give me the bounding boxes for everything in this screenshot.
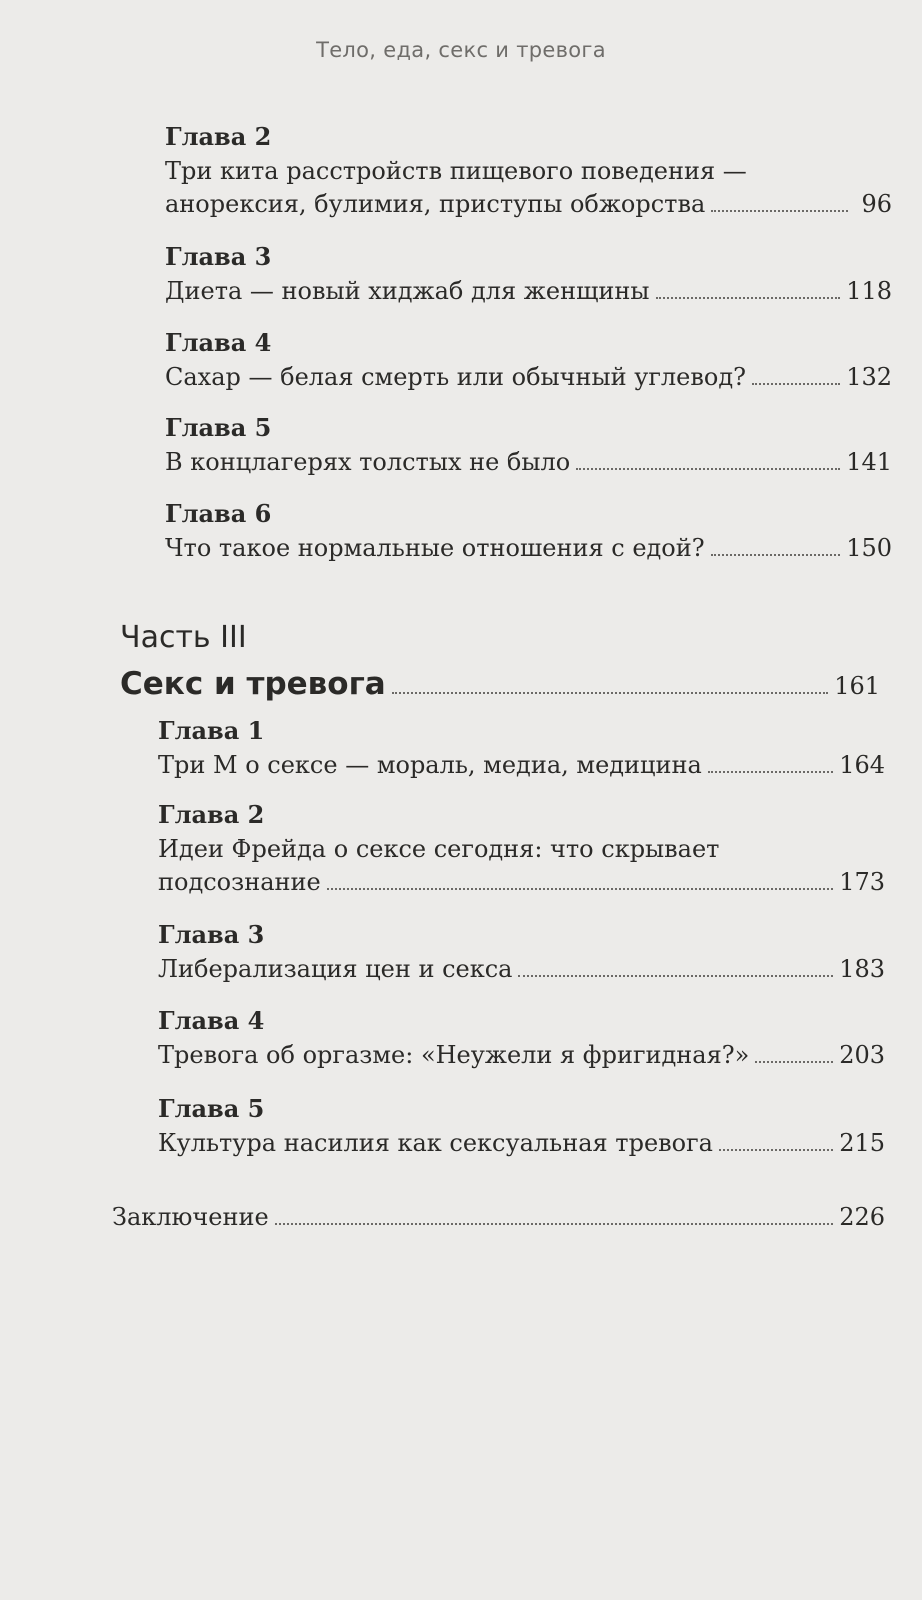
toc-entry-ch5[interactable] xyxy=(165,413,892,476)
toc-entry-conclusion[interactable] xyxy=(112,1198,885,1231)
dot-leader xyxy=(719,1148,833,1151)
toc-entry-p3-ch5[interactable] xyxy=(158,1094,885,1157)
dot-leader xyxy=(327,887,833,890)
chapter-label: Глава 2 xyxy=(158,800,265,829)
part-title: Секс и тревога xyxy=(120,666,386,702)
dot-leader xyxy=(576,467,840,470)
chapter-label: Глава 1 xyxy=(158,716,265,745)
dot-leader xyxy=(518,974,833,977)
chapter-label: Глава 6 xyxy=(165,499,272,528)
page-number: 183 xyxy=(839,955,885,983)
dot-leader xyxy=(656,296,841,299)
page-number: 226 xyxy=(839,1203,885,1231)
chapter-title: Что такое нормальные отношения с едой? xyxy=(165,534,705,562)
toc-entry-ch4[interactable] xyxy=(165,328,892,391)
dot-leader xyxy=(392,691,828,694)
chapter-title: Сахар — белая смерть или обычный углевод? xyxy=(165,363,746,391)
toc-entry-p3-ch2[interactable] xyxy=(158,800,885,896)
dot-leader xyxy=(755,1060,833,1063)
chapter-label: Глава 4 xyxy=(165,328,272,357)
chapter-label: Глава 3 xyxy=(158,920,265,949)
chapter-title: Культура насилия как сексуальная тревога xyxy=(158,1129,713,1157)
chapter-title-line2: подсознание xyxy=(158,868,321,896)
conclusion-title: Заключение xyxy=(112,1203,269,1231)
chapter-label: Глава 2 xyxy=(165,122,272,151)
toc-entry-ch2[interactable] xyxy=(165,122,892,218)
chapter-title-line1: Три кита расстройств пищевого поведения — xyxy=(165,157,747,185)
dot-leader xyxy=(711,553,841,556)
chapter-label: Глава 5 xyxy=(158,1094,265,1123)
chapter-title-line2: анорексия, булимия, приступы обжорства xyxy=(165,190,706,218)
page-number: 96 xyxy=(861,190,892,218)
chapter-title: В концлагерях толстых не было xyxy=(165,448,571,476)
dot-leader xyxy=(711,209,848,212)
part-label: Часть III xyxy=(120,620,247,655)
page-number: 215 xyxy=(839,1129,885,1157)
page-number: 118 xyxy=(846,277,892,305)
chapter-label: Глава 3 xyxy=(165,242,272,271)
page-number: 150 xyxy=(846,534,892,562)
chapter-title: Диета — новый хиджаб для женщины xyxy=(165,277,650,305)
dot-leader xyxy=(275,1222,834,1225)
page-number: 132 xyxy=(846,363,892,391)
dot-leader xyxy=(708,770,833,773)
chapter-title: Три М о сексе — мораль, медиа, медицина xyxy=(158,751,702,779)
chapter-label: Глава 4 xyxy=(158,1006,265,1035)
chapter-title: Тревога об оргазме: «Неужели я фригидная?» xyxy=(158,1041,750,1069)
toc-entry-part3[interactable] xyxy=(120,666,880,702)
toc-entry-ch3[interactable] xyxy=(165,242,892,305)
toc-entry-p3-ch1[interactable] xyxy=(158,716,885,779)
toc-entry-ch6[interactable] xyxy=(165,499,892,562)
page-number: 173 xyxy=(839,868,885,896)
chapter-title: Либерализация цен и секса xyxy=(158,955,513,983)
chapter-title-line1: Идеи Фрейда о сексе сегодня: что скрывает xyxy=(158,835,720,863)
toc-entry-p3-ch4[interactable] xyxy=(158,1006,885,1069)
page-number: 203 xyxy=(839,1041,885,1069)
page-number: 141 xyxy=(846,448,892,476)
dot-leader xyxy=(752,382,840,385)
page-number: 161 xyxy=(834,672,880,700)
page-number: 164 xyxy=(839,751,885,779)
chapter-label: Глава 5 xyxy=(165,413,272,442)
toc-entry-p3-ch3[interactable] xyxy=(158,920,885,983)
running-head: Тело, еда, секс и тревога xyxy=(316,38,606,62)
